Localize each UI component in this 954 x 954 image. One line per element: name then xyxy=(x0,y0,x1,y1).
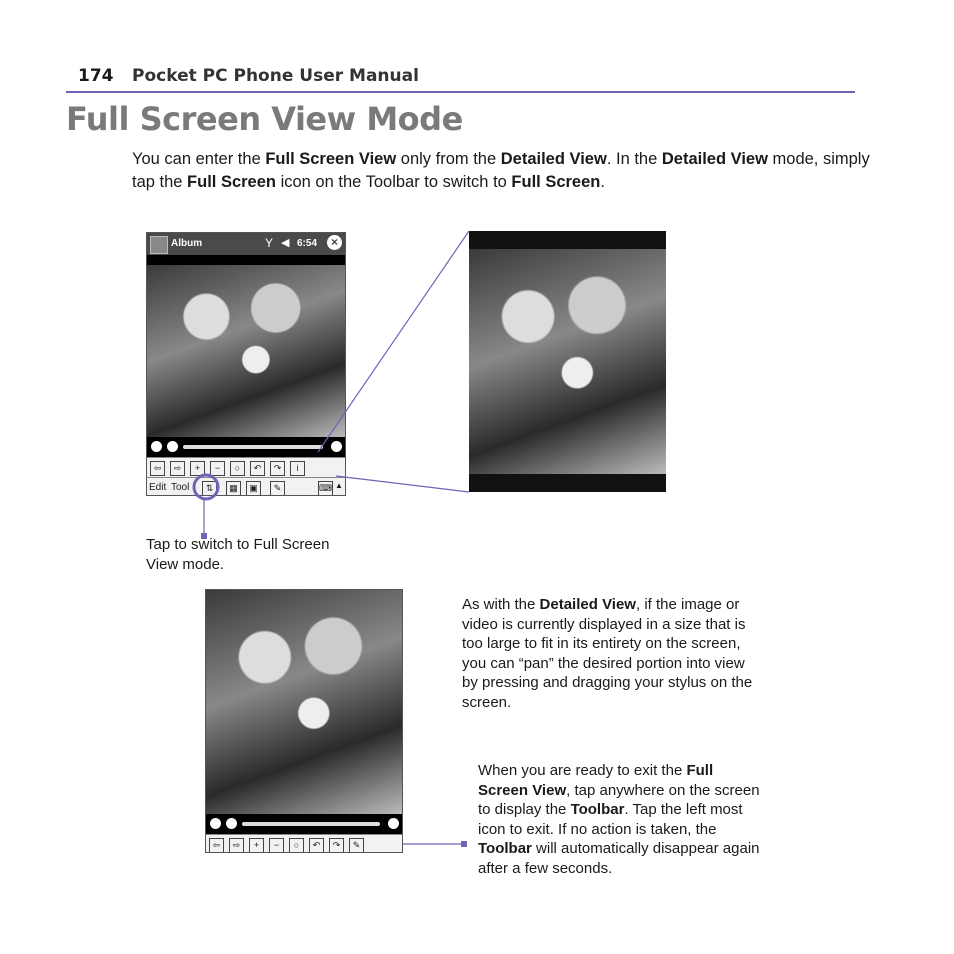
clock: 6:54 xyxy=(297,238,318,249)
forward-icon[interactable]: ⇨ xyxy=(170,461,185,476)
zoom-fit-icon[interactable]: ○ xyxy=(230,461,245,476)
slideshow-icon[interactable]: ▣ xyxy=(246,481,261,496)
edit-icon[interactable]: ✎ xyxy=(349,838,364,853)
tap-caption: Tap to switch to Full Screen View mode. xyxy=(146,536,330,573)
stop-icon[interactable] xyxy=(226,818,237,829)
playback-bar-full xyxy=(206,814,402,834)
sound-icon[interactable] xyxy=(388,818,399,829)
pause-icon[interactable] xyxy=(210,818,221,829)
full-screen-toolbar xyxy=(206,834,402,853)
close-icon[interactable]: × xyxy=(327,235,342,250)
zoom-in-icon[interactable]: + xyxy=(249,838,264,853)
section-title: Full Screen View Mode xyxy=(66,100,463,138)
signal-icon: Y xyxy=(265,236,274,250)
rotate-left-icon[interactable]: ↶ xyxy=(250,461,265,476)
exit-note: When you are ready to exit the Full Screen View, tap anywhere on the screen to display the Toolbar. Tap the left most icon to exit. If no action is taken, the Toolbar will automatically disappear again after a few seconds. xyxy=(478,762,760,877)
chevron-up-icon[interactable]: ▲ xyxy=(335,481,343,490)
rotate-left-icon[interactable]: ↶ xyxy=(309,838,324,853)
thumbnail-icon[interactable]: ▦ xyxy=(226,481,241,496)
rotate-right-icon[interactable]: ↷ xyxy=(329,838,344,853)
page-number: 174 xyxy=(78,66,114,86)
menu-edit[interactable]: Edit xyxy=(149,482,167,493)
manual-title: Pocket PC Phone User Manual xyxy=(132,66,419,86)
zoom-fit-icon[interactable]: ○ xyxy=(289,838,304,853)
forward-icon[interactable]: ⇨ xyxy=(229,838,244,853)
progress-slider[interactable] xyxy=(242,822,380,826)
exit-full-screen-icon[interactable]: ⇦ xyxy=(209,838,224,853)
volume-icon: ◀ xyxy=(281,237,290,249)
edit-icon[interactable]: ✎ xyxy=(270,481,285,496)
menu-tools[interactable]: Tool xyxy=(171,482,190,493)
rotate-right-icon[interactable]: ↷ xyxy=(270,461,285,476)
full-screen-toolbar-screenshot xyxy=(205,589,403,853)
app-title: Album xyxy=(171,238,203,249)
photo-rotated[interactable] xyxy=(206,590,402,814)
intro-paragraph: You can enter the Full Screen View only from the Detailed View. In the Detailed View mode, simply tap the Full Screen icon on the Toolbar to switch to Full Screen. xyxy=(132,150,870,191)
back-icon[interactable]: ⇦ xyxy=(150,461,165,476)
zoom-in-icon[interactable]: + xyxy=(190,461,205,476)
zoom-out-icon[interactable]: − xyxy=(210,461,225,476)
full-screen-icon[interactable]: ⇅ xyxy=(202,481,217,496)
zoom-out-icon[interactable]: − xyxy=(269,838,284,853)
pan-note: As with the Detailed View, if the image or video is currently displayed in a size that is too large to fit in its entirety on the screen, you can “pan” the desired portion into view by pressing and dragging your stylus on the screen. xyxy=(462,596,753,711)
keyboard-icon[interactable]: ⌨ xyxy=(318,481,333,496)
info-icon[interactable]: i xyxy=(290,461,305,476)
